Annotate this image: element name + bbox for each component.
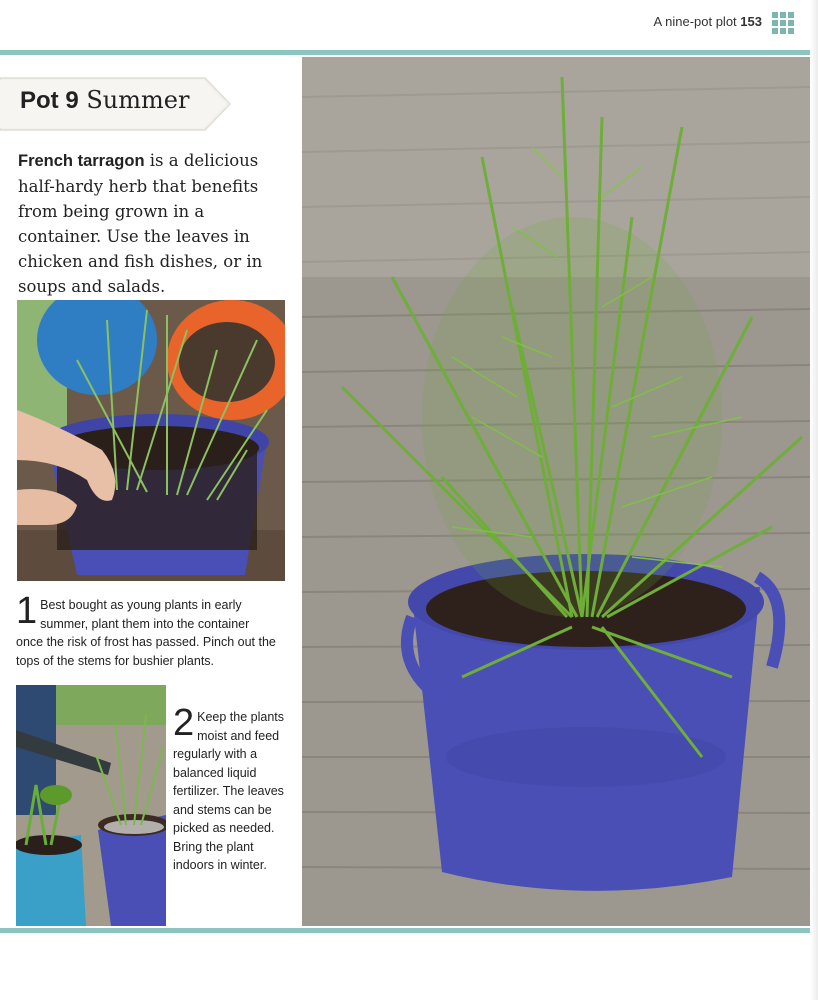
plant-name: French tarragon [18, 152, 145, 170]
tarragon-tub-illustration [302, 57, 810, 926]
step-2 [173, 702, 291, 875]
step-number: 2 [173, 702, 195, 744]
section-title: A nine-pot plot [653, 14, 737, 29]
page-edge-shadow [810, 0, 818, 1000]
pot-label: Pot 9 [20, 87, 79, 114]
intro-paragraph [18, 148, 290, 299]
banner-title [20, 86, 189, 115]
left-column [0, 58, 300, 926]
season-label: Summer [86, 86, 190, 114]
step-number: 1 [16, 590, 38, 632]
planting-photo [17, 300, 285, 581]
page-number: 153 [740, 14, 762, 29]
pot-banner [0, 76, 230, 132]
main-tarragon-photo [302, 57, 810, 926]
watering-illustration [16, 685, 166, 926]
top-rule [0, 50, 818, 55]
watering-photo [16, 685, 166, 926]
running-header [654, 14, 762, 29]
planting-illustration [17, 300, 285, 581]
step-1 [16, 590, 278, 670]
nine-square-grid-icon [772, 12, 794, 34]
step-text: Best bought as young plants in early summer, plant them into the container once the risk of frost has passed. Pinch out the tops of the stems for bushier plants. [16, 598, 276, 668]
intro-text: is a delicious half-hardy herb that benefits from being grown in a container. Use the leaves in chicken and fish dishes, or in soups and salads. [18, 151, 263, 296]
bottom-rule [0, 928, 818, 933]
step-text: Keep the plants moist and feed regularly with a balanced liquid fertilizer. The leaves and stems can be picked as needed. Bring the plant indoors in winter. [173, 710, 285, 872]
